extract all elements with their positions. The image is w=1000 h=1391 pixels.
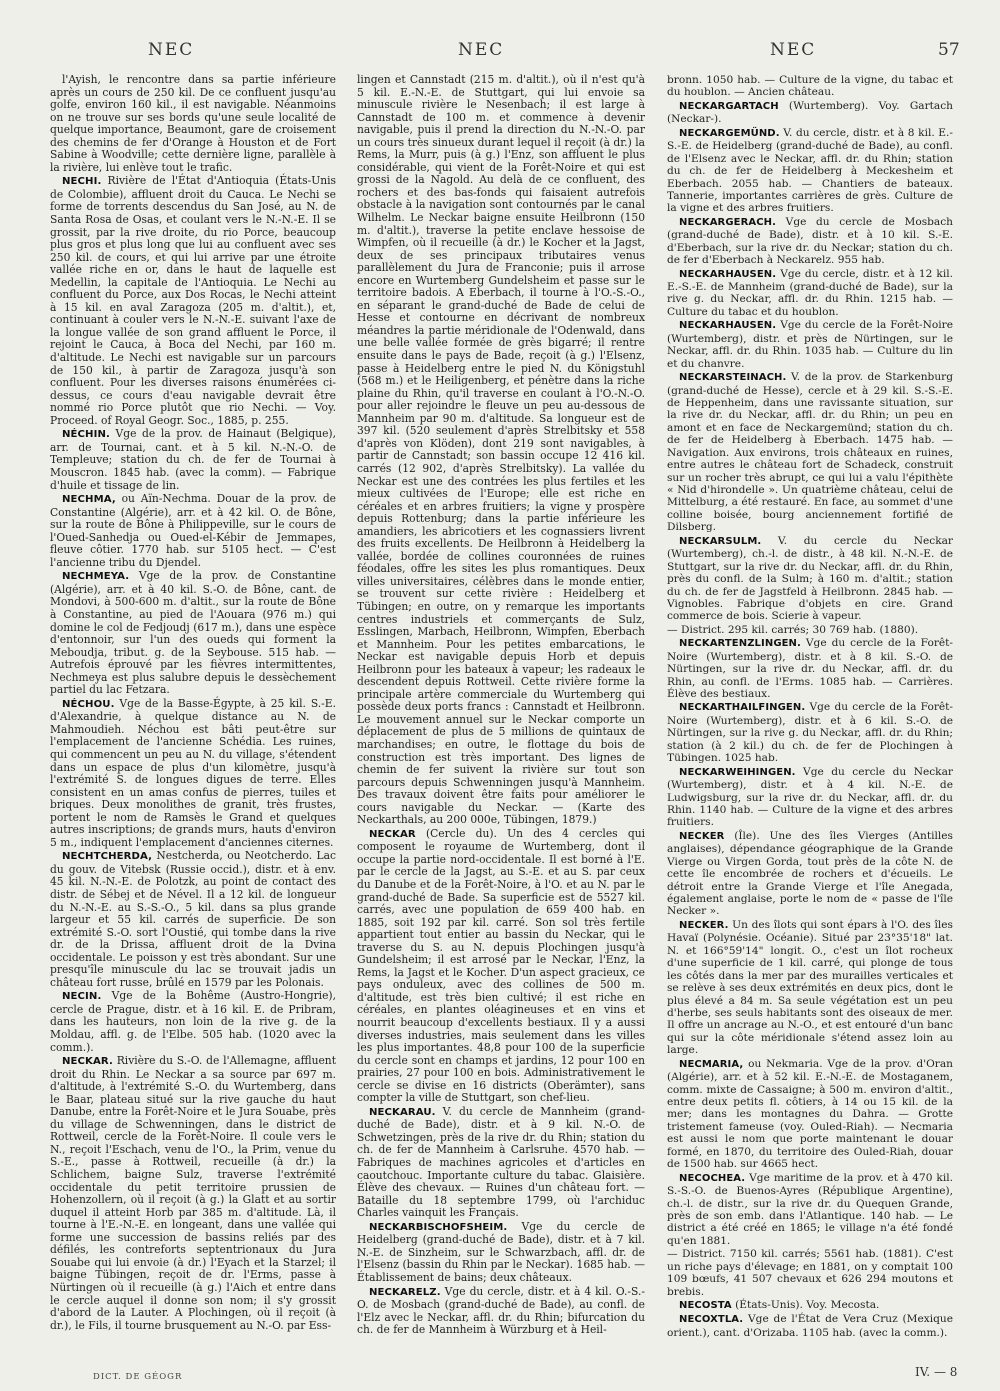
entry-text: Nestcherda, ou Neotcherdo. Lac du gouv. de Vitebsk (Russie occid.), distr. et à env. 45 kil. N.-N.-E. de Polotzk, au point de contact des distr. de Sébej et de Nével. Il a 12 kil. de longueur du N.-N.-E. au S.-S.-O., 5 kil. dans sa plus grande largeur et 55 kil. carrés de superficie. De son extrémité S.-O. sort l'Oustié, qui tombe dans la rive dr. de la Drissa, affluent droit de la Dvina occidentale. Le poisson y est très abondant. Sur une presqu'île minuscule du lac se trouvait jadis un château fort russe, brûlé en 1579 par les Polonais. [50,849,336,989]
entry-headword: NECOCHEA. [679,1172,746,1184]
entry-headword: NECKARBISCHOFSHEIM. [369,1221,508,1233]
entry-text: (Cercle du). Un des 4 cercles qui composent le royaume de Wurtemberg, dont il occupe la partie nord-occidentale. Il est borné à l'E. par le cercle de la Jagst, au S.-E. et au S. par ceux du Danube et de la Forêt-Noire, à l'O. et au N. par le grand-duché de Bade. Sa superficie est de 5527 kil. carrés, avec une population de 659 400 hab. en 1885, soit 192 par kil. carré. Son sol très fertile appartient tout entier au bassin du Neckar, qui le traverse du S. au N. depuis Plochingen jusqu'à Gundelsheim; il est arrosé par le Neckar, l'Enz, la Rems, la Jagst et le Kocher. D'un aspect gracieux, ce pays onduleux, avec des collines de 500 m. d'altitude, est très bien cultivé; il est riche en céréales, en plantes oléagineuses et en vins et nourrit beaucoup d'excellents bestiaux. Il y a aussi diverses industries, mais seulement dans les villes les plus importantes. 48,8 pour 100 de la superficie du cercle sont en champs et jardins, 12 pour 100 en prairies, 27 pour 100 en bois. Administrativement le cercle se divise en 16 districts (Oberämter), sans compter la ville de Stuttgart, son chef-lieu. [357,826,645,1105]
dictionary-entry [357,1286,645,1337]
entry-headword: NECKER [679,830,725,842]
entry-text: V. du cercle du Neckar (Wurtemberg), ch.-l. de distr., à 48 kil. N.-N.-E. de Stuttgart, sur la rive dr. du Neckar, affl. dr. du Rhin, près du confl. de la Sulm; à 160 m. d'altit.; station du ch. de fer de Jagstfeld à Heilbronn. 2845 hab. — Vignobles. Fabrique d'objets en cire. Grand commerce de bois. Scierie à vapeur. [667,534,953,623]
dictionary-entry [357,1221,645,1285]
entry-text: (Wurtemberg). Voy. Gartach (Neckar-). [667,99,953,126]
entry-text: Vge du cercle de Mosbach (grand-duché de Bade), distr. et à 10 kil. S.-E. d'Eberbach, sur la rive dr. du Neckar; station du ch. de fer d'Eberbach à Neckarelz. 955 hab. [667,215,953,267]
entry-text: Vge du cercle de la Forêt-Noire (Wurtemberg), distr. et près de Nürtingen, sur le Neckar, affl. dr. du Rhin. 1035 hab. — Culture du lin et du chanvre. [667,319,953,370]
entry-text: lingen et Cannstadt (215 m. d'altit.), où il n'est qu'à 5 kil. E.-N.-E. de Stuttgart, qui lui envoie sa minuscule rivière le Nesenbach; il est large à Cannstadt de 100 m. et commence à devenir navigable, puis il prend la direction du N.-N.-O. par un cours très sinueux durant lequel il reçoit (à dr.) la Rems, la Murr, puis (à g.) l'Enz, son affluent le plus considérable, qui vient de la Forêt-Noire et qui est grossi de la Nagold. Au delà de ce confluent, des rochers et des bas-fonds qui faisaient autrefois obstacle à la navigation sont contournés par le canal Wilhelm. Le Neckar baigne ensuite Heilbronn (150 m. d'altit.), traverse la petite enclave hessoise de Wimpfen, où il recueille (à dr.) le Kocher et la Jagst, deux de ses principaux tributaires venus parallèlement du Jura de Franconie; puis il arrose encore en Wurtemberg Gundelsheim et passe sur le territoire badois. A Eberbach, il tourne à l'O.-S.-O., en séparant le grand-duché de Bade de celui de Hesse et contourne en décrivant de nombreux méandres la partie méridionale de l'Odenwald, dans une belle vallée formée de grès bigarré; il rentre ensuite dans le pays de Bade, reçoit (à g.) l'Elsenz, passe à Heidelberg entre le pied N. du Königstuhl (568 m.) et le Heiligenberg, et pénètre dans la riche plaine du Rhin, qu'il traverse en coulant à l'O.-N.-O. pour aller rejoindre le fleuve un peu au-dessous de Mannheim par 90 m. d'altitude. Sa longueur est de 397 kil. (520 seulement d'après Strelbitsky et 558 d'après von Klöden), dont 219 sont navigables, à partir de Cannstadt; son bassin occupe 12 416 kil. carrés (12 902, d'après Strelbitsky). La vallée du Neckar est une des contrées les plus fertiles et les mieux cultivées de l'Europe; elle est riche en céréales et en arbres fruitiers; la vigne y prospère depuis Rottenburg; dans la partie inférieure les amandiers, les abricotiers et les cognassiers livrent des fruits excellents. De Heilbronn à Heidelberg la vallée, bordée de collines couronnées de ruines féodales, offre les sites les plus romantiques. Deux villes universitaires, célèbres dans le monde entier, se trouvent sur cette rivière : Heidelberg et Tübingen; en outre, on y remarque les importants centres industriels et commerçants de Sulz, Esslingen, Marbach, Heilbronn, Wimpfen, Eberbach et Mannheim. Pour les petites embarcations, le Neckar est navigable depuis Horb et depuis Heilbronn pour les bateaux à vapeur; les radeaux le descendent depuis Rottweil. Cette rivière forme la principale artère commerciale du Wurtemberg qui possède deux ports francs : Cannstadt et Heilbronn. Le mouvement annuel sur le Neckar comporte un déplacement de plus de 5 millions de quintaux de marchandises; en outre, le flottage du bois de construction est très important. Des lignes de chemin de fer suivent la rivière sur tout son parcours depuis Schwenningen jusqu'à Mannheim. Des travaux doivent être faits pour améliorer le cours navigable du Neckar. — (Karte des Neckarthals, au 200 000e, Tübingen, 1879.) [357,74,645,827]
entry-text: V. du cercle, distr. et à 8 kil. E.-S.-E. de Heidelberg (grand-duché de Bade), au confl. de l'Elsenz avec le Neckar, affl. dr. du Rhin; station du ch. de fer de Heidelberg à Meckesheim et Eberbach. 2055 hab. — Chantiers de bateaux. Tannerie, importantes carrières de grès. Culture de la vigne et des arbres fruitiers. [667,126,953,215]
entry-headword: NECKAR. [62,1056,113,1068]
entry-text: ou Nekmaria. Vge de la prov. d'Oran (Algérie), arr. et à 52 kil. E.-N.-E. de Mostaganem, comm. mixte de Cassaigne; à 500 m. environ d'altit., entre deux petits fl. côtiers, à 14 ou 15 kil. de la mer; dans les montagnes du Dahra. — Grotte tristement fameuse (voy. Ouled-Riah). — Necmaria est aussi le nom que porte maintenant le douar formé, en 1870, du territoire des Ouled-Riah, douar de 1500 hab. sur 4665 hect. [667,1057,953,1171]
entry-headword: NECIN. [62,991,102,1003]
dictionary-entry [667,216,953,267]
dictionary-entry [357,828,645,1105]
entry-text: V. de la prov. de Starkenburg (grand-duché de Hesse), cercle et à 29 kil. S.-S.-E. de Heppenheim, dans une ravissante situation, sur la rive dr. du Neckar, affl. dr. du Rhin; un peu en amont et en face de Neckargemünd; station du ch. de fer de Heidelberg à Eberbach. 1475 hab. — Navigation. Aux environs, trois châteaux en ruines, entre autres le château fort de Schadeck, construit sur un rocher très abrupt, ce qui lui a valu l'épithète « Nid d'hirondelle ». Un quatrième château, celui de Mittelburg, a été restauré. En face, au sommet d'une colline boisée, bourg anciennement fortifié de Dilsberg. [667,371,953,534]
entry-text: (Île). Une des îles Vierges (Antilles anglaises), dépendance géographique de la Grande Vierge ou Virgen Gorda, tout près de la côte N. de cette île encombrée de rochers et d'écueils. Le détroit entre la Grande Vierge et l'île Anegada, également anglaise, porte le nom de « passe de l'île Necker ». [667,829,953,918]
volume-sheet-mark: IV. — 8 [915,1365,958,1379]
entry-headword: NECKARTENZLINGEN. [679,638,801,650]
entry-text: Vge de la Basse-Égypte, à 25 kil. S.-E. d'Alexandrie, à quelque distance au N. de Mahmoudieh. Néchou est bâti peut-être sur l'emplacement de l'ancienne Schédia. Les ruines, qui commencent un peu au N. du village, s'étendent dans un espace de plus d'un kilomètre, jusqu'à l'extrémité S. de longues digues de terre. Elles consistent en un amas confus de pierres, tuiles et briques. Deux monolithes de granit, très frustes, portent le nom de Ramsès le Grand et quelques autres inscriptions; de grands murs, hauts d'environ 5 m., indiquent l'emplacement d'anciennes citernes. [50,696,336,849]
dictionary-entry [667,624,953,636]
dictionary-entry [50,1055,336,1332]
entry-headword: NECKARAU. [369,1106,436,1118]
running-head-left: NEC [148,40,195,60]
entry-headword: NECHTCHERDA, [62,851,153,863]
entry-text: Vge de la Bohême (Austro-Hongrie), cercle de Prague, distr. et à 16 kil. E. de Pribram, dans les hauteurs, non loin de la rive g. de la Moldau, affl. g. de l'Elbe. 505 hab. (1020 avec la comm.). [50,989,336,1054]
dictionary-entry [667,766,953,829]
entry-text: Rivière du S.-O. de l'Allemagne, affluent droit du Rhin. Le Neckar a sa source par 697 m. d'altitude, à l'extrémité S.-O. du Wurtemberg, dans le Baar, plateau situé sur la rive gauche du haut Danube, entre la Forêt-Noire et le Jura Souabe, près du village de Schwenningen, dans le district de Rottweil, cercle de la Forêt-Noire. Il coule vers le N., reçoit l'Eschach, venu de l'O., la Prim, venue du S.-E., passe à Rottweil, recueille (à dr.) la Schlichem, baigne Sulz, traverse l'extrémité occidentale du petit territoire prussien de Hohenzollern, où il reçoit (à g.) la Glatt et au sortir duquel il atteint Horb par 385 m. d'altitude. Là, il tourne à l'E.-N.-E. en longeant, dans une vallée qui forme une succession de bassins reliés par des défilés, les contreforts septentrionaux du Jura Souabe qui lui envoie (à dr.) l'Eyach et la Starzel; il baigne Tübingen, reçoit de dr. l'Erms, passe à Nürtingen où il recueille (à g.) l'Aich et entre dans le cercle auquel il donne son nom; il s'y grossit d'abord de la Lauter. A Plochingen, où il reçoit (à dr.), le Fils, il tourne brusquement au N.-O. par Ess- [50,1054,336,1332]
entry-headword: NECKARHAUSEN. [679,268,777,280]
dictionary-entry [50,990,336,1054]
entry-headword: NECKARGARTACH [679,100,779,112]
entry-text: Vge de la prov. de Hainaut (Belgique), arr. de Tournai, cant. et à 5 kil. N.-N.-O. de Templeuve; station du ch. de fer de Tournai à Mouscron. 1845 hab. (avec la comm). — Fabrique d'huile et tissage de lin. [50,427,336,492]
entry-text: Vge du cercle, distr. et à 12 kil. E.-S.-E. de Mannheim (grand-duché de Bade), sur la rive g. du Neckar, affl. dr. du Rhin. 1215 hab. — Culture du tabac et du houblon. [667,267,953,318]
entry-text: l'Ayish, le rencontre dans sa partie inférieure après un cours de 250 kil. De ce confluent jusqu'au golfe, environ 160 kil., il est navigable. Néanmoins on ne trouve sur ses bords qu'une seule localité de quelque importance, Beaumont, gare de croisement des chemins de fer d'Orange à Houston et de Fort Sabine à Woodville; cette dernière ligne, parallèle à la rivière, lui enlève tout le trafic. [50,74,336,174]
entry-text: Un des îlots qui sont épars à l'O. des îles Havaï (Polynésie. Océanie). Situé par 23°35'18" lat. N. et 166°59'14" longit. O., c'est un îlot rocheux d'une superficie de 1 kil. carré, qui plonge de tous les côtés dans la mer par des murailles verticales et se relève à ses deux extrémités en deux pics, dont le plus élevé a 84 m. Sa seule végétation est un peu d'herbe, ses seuls habitants sont des oiseaux de mer. Il offre un ancrage au N.-O., et est entouré d'un banc qui sur la côte méridionale s'étend assez loin au large. [667,918,953,1057]
dictionary-entry [50,428,336,492]
entry-headword: NECKARTHAILFINGEN. [679,702,806,714]
dictionary-entry [667,319,953,370]
entry-headword: NECKER. [679,919,729,931]
entry-text: Vge du cercle, distr. et à 4 kil. O.-S.-O. de Mosbach (grand-duché de Bade), au confl. de l'Elz avec le Neckar, affl. dr. du Rhin; bifurcation du ch. de fer de Mannheim à Würzburg et à Heil- [357,1284,645,1337]
entry-text: (États-Unis). Voy. Mecosta. [731,1299,880,1311]
dictionary-entry [667,371,953,534]
entry-text: V. du cercle de Mannheim (grand-duché de Bade), distr. et à 9 kil. N.-O. de Schwetzingen, près de la rive dr. du Rhin; station du ch. de fer de Mannheim à Carlsruhe. 4570 hab. — Fabriques de machines agricoles et d'articles en caoutchouc. Importante culture du tabac. Glaisière. Élève des chevaux. — Ruines d'un château fort. — Bataille du 18 septembre 1799, où l'archiduc Charles vainquit les Français. [357,1104,645,1220]
entry-headword: NECKARSTEINACH. [679,372,787,384]
entry-headword: NECMARIA, [679,1058,744,1070]
dictionary-entry [667,127,953,215]
entry-headword: NECKARELZ. [369,1286,441,1298]
entry-text: Vge du cercle de la Forêt-Noire (Wurtemberg), distr. et à 8 kil. S.-O. de Nürtingen, sur la rive dr. du Neckar, affl. dr. du Rhin, au confl. de l'Erms. 1085 hab. — Carrières. Élève des bestiaux. [667,637,953,700]
entry-headword: NECKARSULM. [679,535,762,547]
text-column-right [667,74,953,1342]
dictionary-entry [667,1248,953,1298]
text-column-middle [357,74,645,1342]
entry-text: Rivière de l'État d'Antioquia (États-Unis de Colombie), affluent droit du Cauca. Le Nechi se forme de torrents descendus du San José, au N. de Santa Rosa de Osas, et coulant vers le N.-N.-E. Il se grossit, par la rive droite, du rio Porce, beaucoup plus gros et plus long que lui au confluent avec ses 250 kil. de cours, et qui lui arrive par une étroite vallée riche en or, dans le haut de laquelle est Medellin, la capitale de l'Antioquia. Le Nechi au confluent du Porce, aux Dos Rocas, le Nechi atteint à 15 kil. en aval Zaragoza (205 m. d'altit.), et, continuant à couler vers le N.-N.-E. suivant l'axe de la longue vallée de son grand affluent le Porce, il rejoint le Cauca, à Boca del Nechi, par 160 m. d'altitude. Le Nechi est navigable sur un parcours de 150 kil., à partir de Zaragoza jusqu'à son confluent. Pour les diverses raisons énumérées ci-dessus, ce cours d'eau navigable devrait être nommé rio Porce plutôt que rio Nechi. — Voy. Proceed. of Royal Geogr. Soc., 1885, p. 255. [50,174,336,427]
dictionary-entry [667,268,953,319]
dictionary-entry [667,535,953,623]
entry-headword: NECKARHAUSEN. [679,320,777,332]
entry-text: — District. 7150 kil. carrés; 5561 hab. (1881). C'est un riche pays d'élevage; en 1881, on y comptait 100 109 bœufs, 41 507 chevaux et 626 294 moutons et brebis. [667,1248,953,1298]
dictionary-entry [667,637,953,700]
dictionary-entry [50,175,336,427]
text-column-left [50,74,336,1342]
signature-mark: DICT. DE GÉOGR [93,1372,183,1382]
entry-headword: NÉCHIN. [62,429,110,441]
entry-headword: NECOSTA [679,1300,732,1311]
entry-headword: NÉCHOU. [62,698,115,710]
dictionary-entry [667,919,953,1057]
dictionary-entry [50,493,336,569]
dictionary-entry [667,701,953,764]
dictionary-entry [50,698,336,850]
entry-headword: NECHMA, [62,494,116,506]
dictionary-entry [667,1313,953,1339]
entry-text: ou Aïn-Nechma. Douar de la prov. de Constantine (Algérie), arr. et à 42 kil. O. de Bône, sur la route de Bône à Philippeville, sur le cours de l'Oued-Sanhedja ou Oued-el-Kébir de Jemmapes, fleuve côtier. 1770 hab. sur 5105 hect. — C'est l'ancienne tribu du Djendel. [50,492,336,569]
entry-text: Vge maritime de la prov. et à 470 kil. S.-S.-O. de Buenos-Ayres (République Argentine), ch.-l. de distr., sur la rive dr. du Quequen Grande, près de son emb. dans l'Atlantique. 140 hab. — Le district a été créé en 1865; le village n'a été fondé qu'en 1881. [667,1171,953,1247]
dictionary-entry [357,1106,645,1220]
entry-text: Vge du cercle du Neckar (Wurtemberg), distr. et à 4 kil. N.-E. de Ludwigsburg, sur la rive dr. du Neckar, affl. dr. du Rhin. 1140 hab. — Culture de la vigne et des arbres fruitiers. [667,765,953,829]
entry-headword: NECKARGEMÜND. [679,127,780,139]
dictionary-entry [357,74,645,827]
dictionary-entry [50,570,336,696]
entry-headword: NECKARWEIHINGEN. [679,766,796,778]
entry-text: — District. 295 kil. carrés; 30 769 hab. (1880). [667,623,919,636]
entry-headword: NECKAR [369,828,416,840]
dictionary-entry [50,74,336,174]
entry-text: Vge du cercle de la Forêt-Noire (Wurtemberg), distr. et à 6 kil. S.-O. de Nürtingen, sur la rive g. du Neckar, affl. dr. du Rhin; station (à 2 kil.) du ch. de fer de Plochingen à Tübingen. 1025 hab. [667,701,953,765]
dictionary-entry [667,1058,953,1171]
entry-headword: NECOXTLA. [679,1314,744,1326]
dictionary-entry [667,74,953,99]
dictionary-entry [667,1172,953,1248]
running-head-center: NEC [458,40,505,60]
entry-headword: NECHI. [62,176,102,188]
dictionary-entry [667,830,953,918]
entry-text: Vge de l'État de Vera Cruz (Mexique orient.), cant. d'Orizaba. 1105 hab. (avec la comm.). [667,1313,953,1339]
entry-text: Vge de la prov. de Constantine (Algérie), arr. et à 40 kil. S.-O. de Bône, cant. de Mondovi, à 500-600 m. d'altit., sur la route de Bône à Constantine, au pied de l'Aouara (976 m.) qui domine le col de Fedjoudj (617 m.), dans une espèce d'entonnoir, sur l'un des oueds qui forment la Meboudja, tribut. g. de la Seybouse. 515 hab. — Autrefois éprouvé par les fièvres intermittentes, Nechmeya est plus salubre depuis le dessèchement partiel du lac Fetzara. [50,569,336,697]
page-number: 57 [938,40,960,60]
dictionary-entry [667,1299,953,1312]
dictionary-entry [50,850,336,989]
entry-text: Vge du cercle de Heidelberg (grand-duché de Bade), distr. et à 7 kil. N.-E. de Sinzheim, sur le Schwarzbach, affl. dr. de l'Elsenz (bassin du Rhin par le Neckar). 1685 hab. — Établissement de bains; deux châteaux. [357,1219,645,1284]
entry-text: bronn. 1050 hab. — Culture de la vigne, du tabac et du houblon. — Ancien château. [667,74,953,99]
entry-headword: NECKARGERACH. [679,216,777,228]
dictionary-entry [667,100,953,126]
entry-headword: NECHMEYA. [62,571,130,583]
running-head-right: NEC [770,40,817,60]
